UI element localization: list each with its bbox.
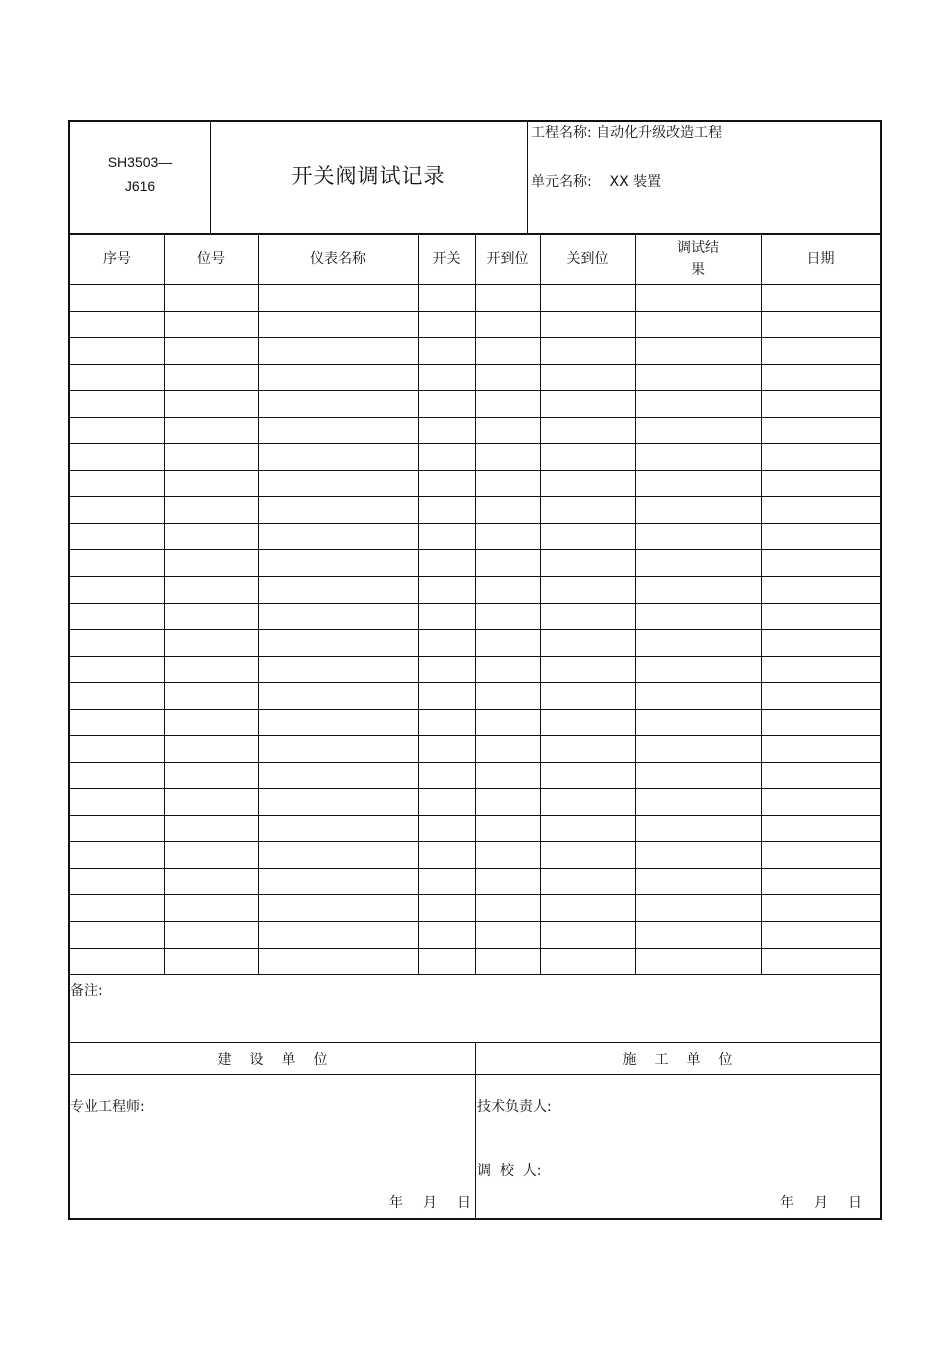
table-cell[interactable] [258,576,418,603]
table-cell[interactable] [475,390,540,417]
table-cell[interactable] [635,948,761,975]
table-cell[interactable] [475,629,540,656]
table-cell[interactable] [258,894,418,921]
table-cell[interactable] [540,417,635,444]
table-cell[interactable] [258,762,418,789]
table-cell[interactable] [540,762,635,789]
table-cell[interactable] [635,549,761,576]
table-cell[interactable] [70,735,164,762]
table-cell[interactable] [164,841,258,868]
table-cell[interactable] [475,417,540,444]
table-cell[interactable] [475,284,540,311]
table-cell[interactable] [418,762,475,789]
project-name-value: 自动化升级改造工程 [596,125,723,141]
table-cell[interactable] [761,656,880,683]
table-cell[interactable] [258,682,418,709]
contractor-date-month: 月 [814,1195,828,1211]
table-cell[interactable] [258,948,418,975]
signature-heading-border [70,1074,880,1075]
table-cell[interactable] [761,788,880,815]
table-cell[interactable] [418,815,475,842]
contractor-unit-heading: 施工单位 [622,1052,751,1068]
record-form [68,120,882,1220]
table-cell[interactable] [258,841,418,868]
table-cell[interactable] [164,311,258,338]
table-cell[interactable] [475,682,540,709]
owner-date-day: 日 [457,1195,471,1211]
table-cell[interactable] [164,815,258,842]
table-cell[interactable] [635,629,761,656]
owner-date-month: 月 [423,1195,437,1211]
table-cell[interactable] [761,603,880,630]
project-name-field [531,124,722,142]
table-cell[interactable] [761,337,880,364]
table-cell[interactable] [164,762,258,789]
table-cell[interactable] [70,894,164,921]
table-cell[interactable] [258,364,418,391]
table-cell[interactable] [540,709,635,736]
table-cell[interactable] [761,523,880,550]
table-cell[interactable] [761,390,880,417]
table-cell[interactable] [418,417,475,444]
table-cell[interactable] [761,762,880,789]
table-cell[interactable] [258,390,418,417]
table-cell[interactable] [164,284,258,311]
table-cell[interactable] [258,868,418,895]
table-cell[interactable] [540,948,635,975]
table-cell[interactable] [635,496,761,523]
form-title: 开关阀调试记录 [291,164,446,188]
table-cell[interactable] [70,603,164,630]
table-cell[interactable] [475,948,540,975]
table-cell[interactable] [475,443,540,470]
table-cell[interactable] [475,894,540,921]
table-cell[interactable] [761,815,880,842]
unit-name-label: 单元名称: [531,174,592,190]
table-cell[interactable] [418,311,475,338]
col-header-close: 关到位 [566,251,609,267]
table-cell[interactable] [540,549,635,576]
header-divider-right [527,122,528,234]
col-header-result [635,234,761,284]
table-cell[interactable] [258,417,418,444]
table-cell[interactable] [70,337,164,364]
table-cell[interactable] [70,523,164,550]
table-cell[interactable] [70,948,164,975]
table-cell[interactable] [70,788,164,815]
table-cell[interactable] [70,576,164,603]
table-cell[interactable] [540,523,635,550]
table-cell[interactable] [70,815,164,842]
table-cell[interactable] [761,921,880,948]
table-cell[interactable] [475,868,540,895]
table-cell[interactable] [761,470,880,497]
owner-unit-heading: 建设单位 [217,1052,346,1068]
col-header-result-line2: 果 [691,262,705,278]
table-cell[interactable] [418,788,475,815]
table-cell[interactable] [475,921,540,948]
table-cell[interactable] [164,603,258,630]
table-cell[interactable] [70,417,164,444]
table-cell[interactable] [164,735,258,762]
table-cell[interactable] [475,496,540,523]
table-cell[interactable] [418,284,475,311]
table-cell[interactable] [475,841,540,868]
table-cell[interactable] [540,390,635,417]
table-cell[interactable] [70,656,164,683]
table-cell[interactable] [475,364,540,391]
table-cell[interactable] [418,682,475,709]
col-header-open: 开到位 [486,251,529,267]
form-code-line1: SH3503— [107,154,173,170]
table-cell[interactable] [635,735,761,762]
table-cell[interactable] [418,656,475,683]
table-cell[interactable] [635,788,761,815]
col-header-date: 日期 [806,251,835,267]
table-cell[interactable] [540,735,635,762]
table-cell[interactable] [70,549,164,576]
table-cell[interactable] [475,603,540,630]
table-cell[interactable] [540,841,635,868]
form-code [70,150,210,198]
table-cell[interactable] [418,364,475,391]
table-cell[interactable] [635,417,761,444]
table-cell[interactable] [258,549,418,576]
table-cell[interactable] [70,841,164,868]
table-cell[interactable] [635,337,761,364]
table-cell[interactable] [761,549,880,576]
table-cell[interactable] [540,311,635,338]
table-cell[interactable] [475,470,540,497]
table-cell[interactable] [418,921,475,948]
table-cell[interactable] [258,311,418,338]
table-cell[interactable] [540,629,635,656]
table-cell[interactable] [475,815,540,842]
table-cell[interactable] [475,656,540,683]
table-cell[interactable] [70,364,164,391]
table-cell[interactable] [540,443,635,470]
table-cell[interactable] [761,894,880,921]
table-cell[interactable] [418,337,475,364]
unit-name-value: XX 装置 [609,174,662,190]
table-cell[interactable] [70,443,164,470]
table-cell[interactable] [475,576,540,603]
table-cell[interactable] [70,629,164,656]
table-cell[interactable] [164,682,258,709]
table-cell[interactable] [761,443,880,470]
remarks-area[interactable] [70,1002,880,1042]
table-cell[interactable] [70,868,164,895]
table-cell[interactable] [258,284,418,311]
table-cell[interactable] [635,603,761,630]
table-cell[interactable] [761,948,880,975]
table-cell[interactable] [475,311,540,338]
table-cell[interactable] [258,815,418,842]
table-cell[interactable] [540,682,635,709]
table-cell[interactable] [164,390,258,417]
table-cell[interactable] [540,284,635,311]
table-cell[interactable] [635,284,761,311]
table-cell[interactable] [164,709,258,736]
table-cell[interactable] [418,549,475,576]
table-cell[interactable] [418,948,475,975]
table-cell[interactable] [164,576,258,603]
table-cell[interactable] [761,417,880,444]
table-cell[interactable] [418,496,475,523]
table-cell[interactable] [164,523,258,550]
table-cell[interactable] [635,841,761,868]
table-cell[interactable] [164,656,258,683]
table-cell[interactable] [70,496,164,523]
table-cell[interactable] [164,496,258,523]
col-header-result-line1: 调试结 [677,240,719,256]
table-cell[interactable] [418,709,475,736]
table-cell[interactable] [635,656,761,683]
table-cell[interactable] [540,656,635,683]
table-cell[interactable] [540,364,635,391]
col-header-index: 序号 [103,251,131,267]
table-cell[interactable] [761,709,880,736]
table-cell[interactable] [258,921,418,948]
table-cell[interactable] [540,788,635,815]
table-cell[interactable] [418,629,475,656]
table-cell[interactable] [418,443,475,470]
table-cell[interactable] [418,470,475,497]
table-cell[interactable] [635,311,761,338]
table-cell[interactable] [258,629,418,656]
table-cell[interactable] [475,709,540,736]
table-cell[interactable] [540,815,635,842]
table-cell[interactable] [70,762,164,789]
table-cell[interactable] [418,603,475,630]
table-cell[interactable] [164,443,258,470]
table-cell[interactable] [164,894,258,921]
table-cell[interactable] [70,709,164,736]
table-cell[interactable] [418,868,475,895]
table-cell[interactable] [761,682,880,709]
calibrator-label: 调 校 人: [477,1163,542,1179]
table-cell[interactable] [761,364,880,391]
table-cell[interactable] [475,549,540,576]
table-cell[interactable] [258,496,418,523]
table-cell[interactable] [418,841,475,868]
table-cell[interactable] [761,629,880,656]
remarks-label: 备注: [70,983,103,999]
col-header-instrument: 仪表名称 [310,251,366,267]
table-cell[interactable] [761,496,880,523]
table-cell[interactable] [635,921,761,948]
table-cell[interactable] [164,337,258,364]
table-cell[interactable] [164,470,258,497]
table-cell[interactable] [258,735,418,762]
table-cell[interactable] [258,523,418,550]
contractor-date-year: 年 [780,1195,794,1211]
table-cell[interactable] [540,868,635,895]
table-cell[interactable] [761,284,880,311]
table-cell[interactable] [164,788,258,815]
table-cell[interactable] [635,894,761,921]
table-cell[interactable] [635,762,761,789]
table-cell[interactable] [418,735,475,762]
table-cell[interactable] [475,788,540,815]
table-cell[interactable] [635,815,761,842]
table-cell[interactable] [70,682,164,709]
table-cell[interactable] [475,762,540,789]
table-cell[interactable] [418,523,475,550]
table-cell[interactable] [635,364,761,391]
table-cell[interactable] [540,576,635,603]
table-cell[interactable] [635,443,761,470]
table-cell[interactable] [761,735,880,762]
table-cell[interactable] [635,709,761,736]
table-cell[interactable] [258,788,418,815]
contractor-date-day: 日 [848,1195,862,1211]
table-cell[interactable] [164,868,258,895]
table-cell[interactable] [475,735,540,762]
table-cell[interactable] [540,603,635,630]
table-cell[interactable] [164,549,258,576]
table-cell[interactable] [164,629,258,656]
table-cell[interactable] [258,470,418,497]
table-cell[interactable] [761,311,880,338]
table-cell[interactable] [635,682,761,709]
form-code-line2: J616 [124,178,156,194]
table-cell[interactable] [258,443,418,470]
table-cell[interactable] [635,868,761,895]
table-cell[interactable] [540,894,635,921]
table-cell[interactable] [258,337,418,364]
table-cell[interactable] [761,868,880,895]
table-cell[interactable] [418,576,475,603]
table-cell[interactable] [540,921,635,948]
table-cell[interactable] [475,523,540,550]
col-header-switch: 开关 [432,251,461,267]
table-cell[interactable] [635,470,761,497]
tech-lead-label: 技术负责人: [477,1099,552,1115]
table-cell[interactable] [540,470,635,497]
table-cell[interactable] [540,496,635,523]
table-cell[interactable] [761,576,880,603]
unit-name-field [531,173,661,191]
table-cell[interactable] [540,337,635,364]
table-cell[interactable] [761,841,880,868]
table-cell[interactable] [635,523,761,550]
table-cell[interactable] [635,390,761,417]
table-cell[interactable] [258,656,418,683]
table-cell[interactable] [70,390,164,417]
table-cell[interactable] [475,337,540,364]
table-cell[interactable] [164,417,258,444]
table-cell[interactable] [70,284,164,311]
table-cell[interactable] [418,894,475,921]
project-name-label: 工程名称: [531,125,592,141]
table-cell[interactable] [70,311,164,338]
table-bottom-border [70,974,880,975]
table-cell[interactable] [164,364,258,391]
table-cell[interactable] [70,921,164,948]
owner-date-year: 年 [389,1195,403,1211]
table-cell[interactable] [164,921,258,948]
engineer-label: 专业工程师: [70,1099,145,1115]
col-header-tag: 位号 [197,251,225,267]
table-cell[interactable] [418,390,475,417]
table-cell[interactable] [258,709,418,736]
table-cell[interactable] [635,576,761,603]
table-cell[interactable] [70,470,164,497]
table-cell[interactable] [258,603,418,630]
table-cell[interactable] [164,948,258,975]
